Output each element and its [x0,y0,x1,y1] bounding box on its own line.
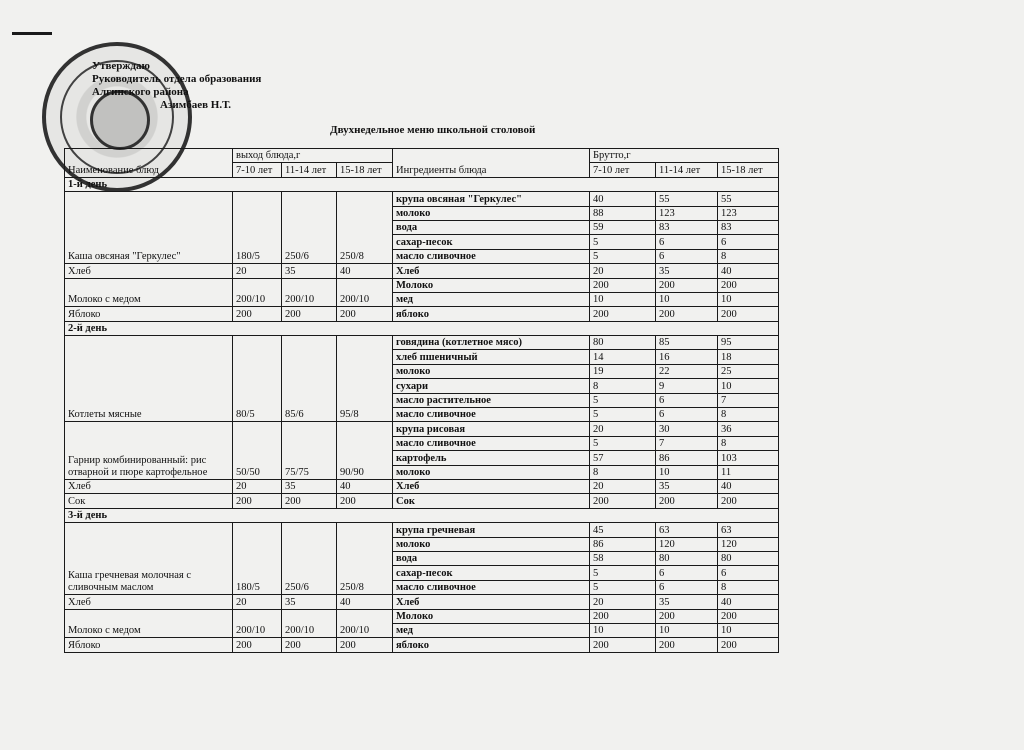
ingredient-gross: 5 [590,566,656,580]
table-row [65,336,779,350]
ingredient-name: Хлеб [393,264,590,278]
ingredient-gross: 6 [718,566,779,580]
dish-name: Котлеты мясные [65,336,233,422]
table-row [65,638,779,652]
ingredient-gross: 200 [718,638,779,652]
ingredient-gross: 10 [718,379,779,393]
dish-name: Яблоко [65,638,233,652]
ingredient-gross: 7 [656,436,718,450]
ingredient-gross: 40 [718,595,779,609]
day-row [65,177,779,191]
approval-line-3: Алгинского района [92,86,189,98]
ingredient-gross: 5 [590,580,656,594]
dish-yield: 200 [233,638,282,652]
header-gross-age: 11-14 лет [656,163,718,177]
dish-yield: 180/5 [233,192,282,264]
ingredient-gross: 20 [590,422,656,436]
ingredient-gross: 8 [590,465,656,479]
dish-yield: 35 [282,479,337,493]
ingredient-gross: 200 [656,609,718,623]
day-label: 1-й день [65,177,779,191]
dish-name: Яблоко [65,307,233,321]
ingredient-gross: 120 [718,537,779,551]
day-label: 2-й день [65,321,779,335]
ingredient-gross: 14 [590,350,656,364]
dish-yield: 200 [282,638,337,652]
ingredient-gross: 123 [656,206,718,220]
ingredient-name: масло сливочное [393,580,590,594]
ingredient-gross: 6 [718,235,779,249]
dish-yield: 200/10 [233,609,282,638]
header-yield-group: выход блюда,г [233,149,393,163]
day-row [65,321,779,335]
ingredient-name: сахар-песок [393,566,590,580]
ingredient-name: крупа рисовая [393,422,590,436]
dish-yield: 50/50 [233,422,282,480]
ingredient-gross: 80 [718,551,779,565]
ingredient-gross: 200 [718,278,779,292]
header-dish: Наименование блюд [65,149,233,178]
table-row [65,494,779,508]
dish-yield: 85/6 [282,336,337,422]
ingredient-gross: 40 [718,479,779,493]
dish-name: Каша овсяная "Геркулес" [65,192,233,264]
ingredient-gross: 58 [590,551,656,565]
approval-line-2: Руководитель отдела образования [92,73,262,85]
ingredient-gross: 200 [590,494,656,508]
table-row [65,192,779,206]
dish-name: Молоко с медом [65,278,233,307]
ingredient-name: вода [393,551,590,565]
dish-yield: 80/5 [233,336,282,422]
ingredient-name: вода [393,220,590,234]
ingredient-gross: 45 [590,523,656,537]
table-row [65,264,779,278]
corner-mark [12,32,52,35]
table-row [65,278,779,292]
ingredient-gross: 10 [590,292,656,306]
ingredient-gross: 6 [656,408,718,422]
ingredient-gross: 6 [656,566,718,580]
ingredient-gross: 8 [718,249,779,263]
ingredient-gross: 8 [718,436,779,450]
table-row [65,595,779,609]
ingredient-gross: 5 [590,436,656,450]
table-row [65,523,779,537]
dish-name: Хлеб [65,595,233,609]
ingredient-gross: 83 [718,220,779,234]
ingredient-name: молоко [393,206,590,220]
dish-name: Сок [65,494,233,508]
ingredient-gross: 35 [656,479,718,493]
ingredient-gross: 30 [656,422,718,436]
header-ingredients: Ингредиенты блюда [393,149,590,178]
ingredient-gross: 85 [656,336,718,350]
ingredient-name: Молоко [393,609,590,623]
ingredient-name: сухари [393,379,590,393]
ingredient-gross: 20 [590,479,656,493]
ingredient-gross: 5 [590,235,656,249]
dish-yield: 250/8 [337,192,393,264]
dish-yield: 250/6 [282,523,337,595]
ingredient-gross: 88 [590,206,656,220]
ingredient-gross: 19 [590,364,656,378]
ingredient-gross: 8 [718,408,779,422]
approval-block [92,60,261,112]
dish-yield: 40 [337,479,393,493]
dish-yield: 200 [282,307,337,321]
ingredient-name: крупа овсяная "Геркулес" [393,192,590,206]
ingredient-name: Хлеб [393,595,590,609]
ingredient-name: яблоко [393,307,590,321]
ingredient-gross: 200 [590,609,656,623]
dish-yield: 20 [233,595,282,609]
dish-yield: 200 [282,494,337,508]
ingredient-gross: 200 [718,307,779,321]
header-yield-age: 15-18 лет [337,163,393,177]
dish-yield: 200 [337,494,393,508]
ingredient-gross: 57 [590,451,656,465]
ingredient-gross: 7 [718,393,779,407]
ingredient-gross: 9 [656,379,718,393]
ingredient-gross: 86 [590,537,656,551]
dish-yield: 40 [337,264,393,278]
ingredient-gross: 63 [718,523,779,537]
day-label: 3-й день [65,508,779,522]
ingredient-gross: 200 [656,307,718,321]
dish-yield: 20 [233,479,282,493]
approval-line-1: Утверждаю [92,60,150,72]
ingredient-gross: 123 [718,206,779,220]
dish-yield: 200 [337,638,393,652]
ingredient-gross: 20 [590,264,656,278]
ingredient-gross: 200 [590,638,656,652]
dish-yield: 200 [337,307,393,321]
ingredient-gross: 120 [656,537,718,551]
table-row [65,422,779,436]
ingredient-gross: 63 [656,523,718,537]
table-row [65,307,779,321]
ingredient-gross: 6 [656,235,718,249]
dish-yield: 75/75 [282,422,337,480]
ingredient-gross: 200 [656,278,718,292]
dish-yield: 200/10 [337,609,393,638]
ingredient-name: мед [393,623,590,637]
dish-yield: 250/6 [282,192,337,264]
ingredient-name: масло растительное [393,393,590,407]
ingredient-gross: 103 [718,451,779,465]
ingredient-gross: 35 [656,264,718,278]
ingredient-name: молоко [393,465,590,479]
ingredient-gross: 83 [656,220,718,234]
header-yield-age: 11-14 лет [282,163,337,177]
day-row [65,508,779,522]
ingredient-name: масло сливочное [393,249,590,263]
ingredient-gross: 16 [656,350,718,364]
ingredient-gross: 95 [718,336,779,350]
header-gross-age: 15-18 лет [718,163,779,177]
ingredient-name: Молоко [393,278,590,292]
ingredient-gross: 86 [656,451,718,465]
ingredient-gross: 55 [656,192,718,206]
ingredient-gross: 36 [718,422,779,436]
dish-yield: 200 [233,307,282,321]
ingredient-name: крупа гречневая [393,523,590,537]
table-row [65,479,779,493]
header-gross-age: 7-10 лет [590,163,656,177]
ingredient-gross: 11 [718,465,779,479]
ingredient-gross: 6 [656,393,718,407]
ingredient-gross: 200 [718,609,779,623]
dish-yield: 20 [233,264,282,278]
ingredient-gross: 59 [590,220,656,234]
ingredient-gross: 20 [590,595,656,609]
ingredient-name: молоко [393,537,590,551]
ingredient-gross: 8 [718,580,779,594]
dish-name: Хлеб [65,479,233,493]
ingredient-name: мед [393,292,590,306]
document-title: Двухнедельное меню школьной столовой [330,124,536,136]
ingredient-gross: 10 [718,623,779,637]
ingredient-gross: 200 [656,638,718,652]
header-yield-age: 7-10 лет [233,163,282,177]
ingredient-name: Сок [393,494,590,508]
ingredient-gross: 80 [590,336,656,350]
ingredient-gross: 40 [590,192,656,206]
ingredient-gross: 8 [590,379,656,393]
ingredient-gross: 10 [656,623,718,637]
dish-yield: 200 [233,494,282,508]
dish-yield: 90/90 [337,422,393,480]
ingredient-name: масло сливочное [393,408,590,422]
ingredient-name: масло сливочное [393,436,590,450]
table-row [65,609,779,623]
ingredient-gross: 10 [656,465,718,479]
ingredient-name: картофель [393,451,590,465]
ingredient-gross: 200 [718,494,779,508]
menu-table [64,148,779,653]
dish-name: Молоко с медом [65,609,233,638]
dish-yield: 200/10 [282,278,337,307]
header-gross-group: Брутто,г [590,149,779,163]
dish-yield: 200/10 [337,278,393,307]
dish-yield: 200/10 [233,278,282,307]
ingredient-name: молоко [393,364,590,378]
ingredient-name: хлеб пшеничный [393,350,590,364]
ingredient-gross: 5 [590,408,656,422]
ingredient-gross: 55 [718,192,779,206]
ingredient-gross: 18 [718,350,779,364]
ingredient-gross: 200 [590,307,656,321]
dish-yield: 35 [282,595,337,609]
dish-name: Каша гречневая молочная с сливочным маслом [65,523,233,595]
ingredient-gross: 200 [590,278,656,292]
ingredient-gross: 6 [656,249,718,263]
ingredient-gross: 40 [718,264,779,278]
dish-name: Гарнир комбинированный: рис отварной и пюре картофельное [65,422,233,480]
table-header-row-1 [65,149,779,163]
ingredient-gross: 6 [656,580,718,594]
dish-yield: 35 [282,264,337,278]
ingredient-gross: 80 [656,551,718,565]
ingredient-name: Хлеб [393,479,590,493]
dish-yield: 180/5 [233,523,282,595]
ingredient-name: говядина (котлетное мясо) [393,336,590,350]
dish-yield: 95/8 [337,336,393,422]
dish-name: Хлеб [65,264,233,278]
ingredient-gross: 10 [656,292,718,306]
dish-yield: 40 [337,595,393,609]
dish-yield: 200/10 [282,609,337,638]
ingredient-gross: 5 [590,249,656,263]
ingredient-gross: 35 [656,595,718,609]
ingredient-gross: 10 [590,623,656,637]
ingredient-gross: 10 [718,292,779,306]
ingredient-name: яблоко [393,638,590,652]
ingredient-name: сахар-песок [393,235,590,249]
ingredient-gross: 5 [590,393,656,407]
ingredient-gross: 25 [718,364,779,378]
ingredient-gross: 200 [656,494,718,508]
approval-signatory: Азимбаев Н.Т. [160,99,232,111]
ingredient-gross: 22 [656,364,718,378]
dish-yield: 250/8 [337,523,393,595]
